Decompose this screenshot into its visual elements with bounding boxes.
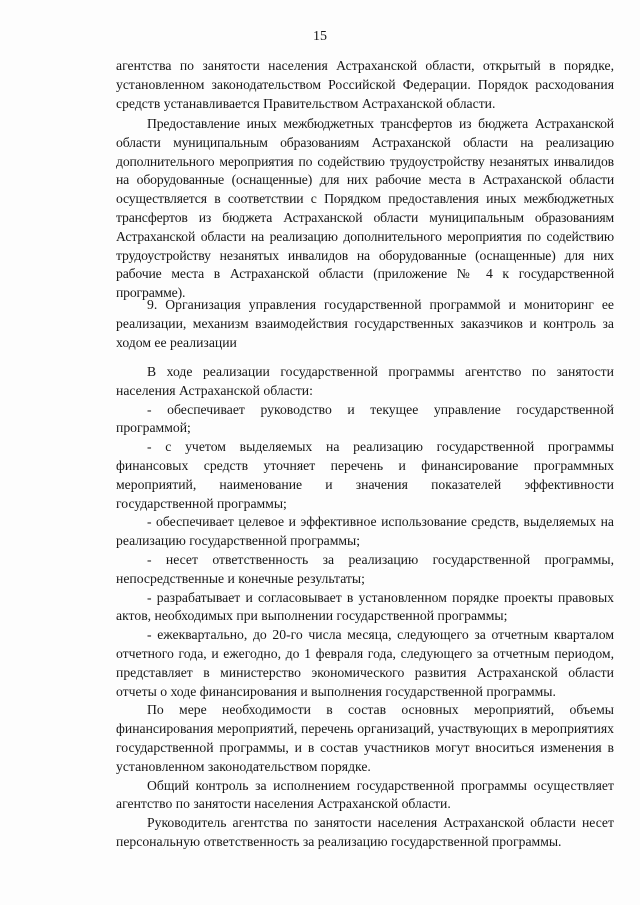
list-item-reporting: - ежеквартально, до 20-го числа месяца, следующего за отчетным кварталом отчетного года, и ежегодно, до 1 февраля года, следующего за отчетным периодом, представляет в министерство экономического развития Астраханской области отчеты о ходе финансирования и выполнения государственной программы. [116,627,614,699]
paragraph-responsibility: Руководитель агентства по занятости населения Астраханской области несет персональную ответственность за реализацию государственной программы. [116,815,614,849]
paragraph-intro: В ходе реализации государственной программы агентство по занятости населения Астраханской области: [116,364,614,398]
text-block-continuation [116,57,614,113]
text-block-transfers [116,115,614,303]
list-item-financing: - с учетом выделяемых на реализацию государственной программы финансовых средств уточняет перечень и финансирование программных мероприятий, наименование и значения показателей эффективности государственной программы; [116,439,614,511]
list-item-legal-acts: - разрабатывает и согласовывает в установленном порядке проекты правовых актов, необходимых при выполнении государственной программы; [116,589,614,624]
section-heading-block [116,296,614,352]
list-item-guidance: - обеспечивает руководство и текущее управление государственной программой; [116,401,614,436]
text-block-main [116,363,614,852]
paragraph-transfers: Предоставление иных межбюджетных трансфертов из бюджета Астраханской области муниципальным образованиям Астраханской области на реализацию дополнительного мероприятия по содействию трудоустройству незанятых инвалидов на оборудованные (оснащенные) для них рабочие места в Астраханской области осуществляется в соответствии с Порядком предоставления иных межбюджетных трансфертов из бюджета Астраханской области муниципальным образованиям Астраханской области на реализацию дополнительного мероприятия по содействию трудоустройству незанятых инвалидов на оборудованные (оснащенные) для них рабочие места в Астраханской области (приложение № 4 к государственной программе). [116,116,614,301]
page-number: 15 [313,29,327,44]
paragraph-continuation: агентства по занятости населения Астраханской области, открытый в порядке, установленном законодательством Российской Федерации. Порядок расходования средств устанавливается Правительством Астраханской области. [116,58,614,111]
paragraph-changes: По мере необходимости в состав основных мероприятий, объемы финансирования мероприятий, перечень организаций, участвующих в мероприятиях государственной программы, и в состав участников могут вноситься изменения в установленном законодательством порядке. [116,702,614,774]
list-item-responsibility: - несет ответственность за реализацию государственной программы, непосредственные и конечные результаты; [116,551,614,586]
paragraph-control: Общий контроль за исполнением государственной программы осуществляет агентство по занятости населения Астраханской области. [116,777,614,812]
section-heading: 9. Организация управления государственной программой и мониторинг ее реализации, механизм взаимодействия государственных заказчиков и контроль за ходом ее реализации [116,297,614,350]
list-item-funds-use: - обеспечивает целевое и эффективное использование средств, выделяемых на реализацию государственной программы; [116,514,614,549]
